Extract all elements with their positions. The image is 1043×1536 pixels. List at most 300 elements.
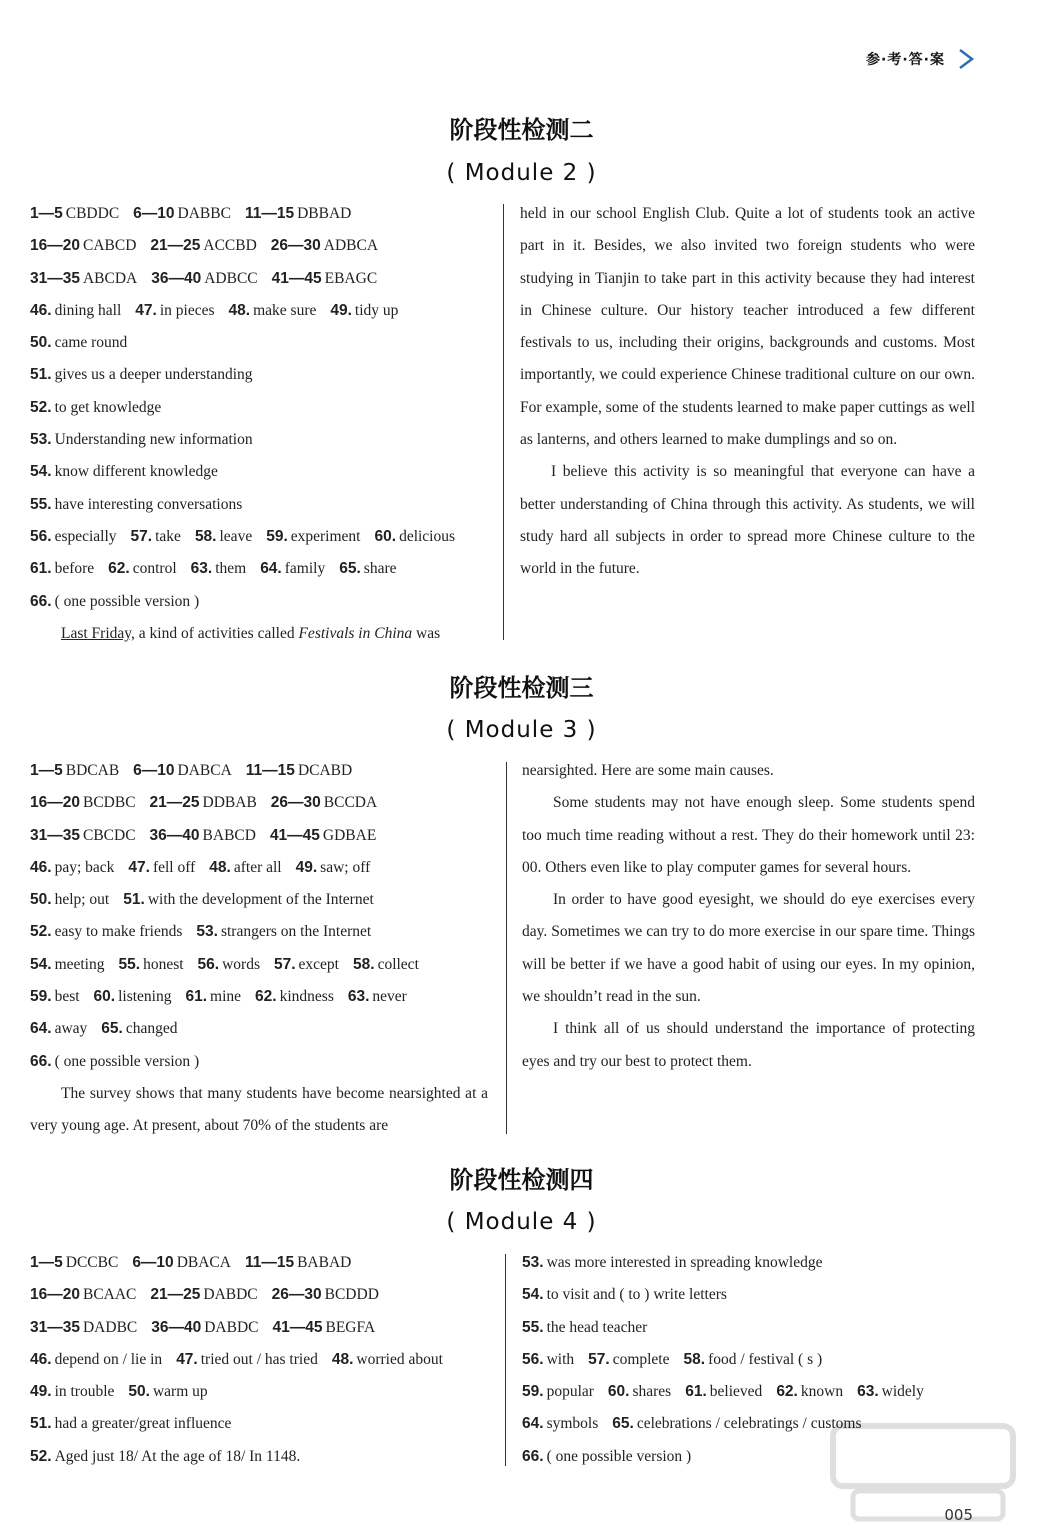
answer-item	[150, 794, 257, 811]
answer-item	[123, 891, 374, 908]
answer-item	[30, 1020, 87, 1037]
question-number: 66.	[522, 1447, 544, 1465]
answer-text: DABCA	[177, 762, 232, 779]
header-label: 参·考·答·案	[866, 52, 945, 68]
answer-item	[30, 1448, 300, 1465]
question-number: 61.	[685, 1383, 707, 1401]
answer-item	[266, 528, 360, 545]
answer-text: collect	[377, 955, 419, 973]
answer-item	[685, 1383, 762, 1400]
answer-text: especially	[54, 527, 117, 545]
answer-item	[176, 1351, 318, 1368]
answer-text: BCDDD	[324, 1286, 379, 1304]
answer-item	[245, 205, 351, 222]
question-number: 64.	[522, 1415, 544, 1433]
question-number: 53.	[522, 1254, 544, 1271]
question-number: 41—45	[272, 1318, 323, 1336]
question-number: 26—30	[270, 794, 321, 812]
answer-row	[522, 1344, 982, 1376]
answer-item	[108, 560, 176, 577]
question-number: 61.	[30, 560, 52, 578]
answer-text: in pieces	[159, 301, 215, 319]
answer-item	[94, 988, 172, 1005]
answer-item	[270, 827, 376, 844]
answer-item	[30, 560, 94, 577]
answer-item	[857, 1383, 924, 1400]
answer-text: kindness	[279, 988, 334, 1006]
question-number: 51.	[30, 1415, 52, 1433]
question-number: 16—20	[30, 794, 80, 812]
answer-item	[131, 528, 181, 545]
answer-text: leave	[219, 527, 253, 545]
answer-text: popular	[546, 1383, 594, 1401]
question-number: 52.	[30, 923, 52, 941]
question-number: 65.	[612, 1415, 634, 1433]
answer-text: family	[284, 560, 326, 578]
answer-text: CBDDC	[65, 205, 120, 222]
answer-row	[30, 981, 488, 1013]
answer-text: DBBAD	[297, 205, 352, 222]
question-number: 66.	[30, 592, 52, 610]
question-number: 53.	[196, 923, 218, 941]
answer-text: known	[800, 1383, 844, 1401]
answer-item	[588, 1351, 669, 1368]
answer-item	[30, 1351, 162, 1368]
question-number: 50.	[128, 1383, 150, 1401]
answer-item	[195, 528, 252, 545]
answer-text: celebrations / celebratings / customs	[636, 1415, 862, 1433]
answer-text: BABCD	[202, 826, 256, 844]
answer-text: ADBCC	[204, 269, 258, 287]
answer-row	[30, 1408, 496, 1440]
answer-text: BABAD	[297, 1254, 352, 1271]
answer-item	[30, 827, 136, 844]
answer-text: Aged just 18/ At the age of 18/ In 1148.	[54, 1447, 301, 1465]
answer-item	[271, 237, 378, 254]
question-number: 64.	[260, 560, 282, 578]
essay-paragraph: I think all of us should understand the importance of protecting eyes and try our best to protect them.	[522, 1020, 975, 1070]
answer-row	[30, 586, 490, 618]
section-3-answers	[30, 755, 488, 1143]
answer-item	[246, 762, 352, 779]
question-number: 56.	[522, 1350, 544, 1368]
answer-item	[133, 762, 232, 779]
essay-text: a kind of activities called	[134, 624, 299, 642]
answer-text: tidy up	[354, 301, 399, 319]
answer-row	[30, 1013, 488, 1045]
question-number: 57.	[273, 955, 296, 973]
answer-item	[30, 956, 105, 973]
question-number: 46.	[30, 1350, 52, 1368]
answer-text: delicious	[399, 527, 456, 545]
answer-item	[30, 496, 242, 513]
answer-text: ADBCA	[323, 237, 379, 255]
answer-item	[273, 1319, 376, 1336]
answer-text: them	[215, 560, 247, 578]
answer-item	[30, 593, 199, 610]
question-number: 26—30	[271, 1286, 322, 1304]
question-number: 31—35	[30, 1318, 80, 1336]
answer-text: make sure	[253, 301, 317, 319]
answer-item	[522, 1254, 822, 1271]
answer-text: had a greater/great influence	[54, 1415, 232, 1433]
answer-row	[30, 884, 488, 916]
answer-text: tried out / has tried	[200, 1350, 318, 1368]
question-number: 36—40	[151, 1318, 202, 1336]
answer-item	[133, 205, 231, 222]
question-number: 21—25	[150, 1286, 201, 1304]
answer-text: ( one possible version )	[546, 1447, 692, 1465]
answer-row	[30, 949, 488, 981]
answer-item	[30, 334, 127, 351]
answer-text: Understanding new information	[54, 431, 253, 449]
essay-paragraph: held in our school English Club. Quite a lot of students took an active part in it. Besides, we also invited two foreign students who were studying in Tianjin to take part in this activity because they had interest in Chinese culture. Our history teacher introduced a few different festivals to us, including their origins, backgrounds and customs. Most importantly, we could experience Chinese traditional culture on our own. For example, some of the students learned to make paper cuttings as well as lanterns, and others learned to make dumplings and so on.	[520, 205, 975, 449]
section-module-4: ( Module 4 )	[446, 1209, 597, 1235]
answer-text: listening	[118, 988, 172, 1006]
answer-item	[522, 1415, 598, 1432]
answer-row	[30, 424, 490, 456]
answer-row	[30, 263, 490, 295]
section-title-4: 阶段性检测四	[449, 1166, 594, 1194]
answer-item	[150, 237, 256, 254]
answer-item	[30, 762, 119, 779]
answer-text: control	[132, 560, 177, 578]
question-number: 62.	[776, 1383, 798, 1401]
answer-item	[522, 1319, 647, 1336]
answer-row	[30, 1376, 496, 1408]
question-number: 47.	[135, 301, 157, 319]
essay-paragraph: nearsighted. Here are some main causes.	[522, 762, 774, 779]
question-number: 55.	[522, 1318, 544, 1336]
answer-text: DABBC	[177, 205, 231, 222]
question-number: 66.	[30, 1052, 52, 1070]
answer-row	[30, 1344, 496, 1376]
column-divider	[505, 1254, 506, 1466]
question-number: 49.	[30, 1383, 52, 1401]
question-number: 16—20	[30, 1286, 80, 1304]
answer-text: DCABD	[297, 762, 353, 779]
question-number: 51.	[123, 891, 145, 909]
answer-row	[30, 295, 490, 327]
question-number: 54.	[522, 1286, 544, 1304]
question-number: 52.	[30, 398, 52, 416]
answer-item	[274, 956, 339, 973]
question-number: 47.	[176, 1350, 198, 1368]
answer-text: the head teacher	[546, 1318, 648, 1336]
answer-item	[522, 1351, 574, 1368]
answer-item	[132, 1254, 231, 1271]
question-number: 6—10	[133, 762, 175, 779]
question-number: 60.	[374, 527, 397, 545]
question-number: 62.	[255, 988, 277, 1006]
answer-text: ABCDA	[82, 269, 138, 287]
answer-text: except	[298, 955, 339, 973]
answer-row	[522, 1279, 982, 1311]
question-number: 65.	[101, 1020, 123, 1038]
question-number: 49.	[295, 858, 318, 876]
question-number: 50.	[30, 334, 52, 352]
question-number: 63.	[347, 988, 370, 1006]
answer-item	[196, 923, 371, 940]
answer-text: help; out	[54, 891, 110, 909]
answer-text: pay; back	[54, 858, 115, 876]
answer-item	[30, 270, 137, 287]
answer-text: share	[363, 560, 397, 578]
answer-item	[128, 859, 195, 876]
question-number: 58.	[683, 1350, 706, 1368]
section-module-3: ( Module 3 )	[446, 717, 597, 743]
question-number: 61.	[185, 988, 208, 1006]
answer-text: warm up	[152, 1383, 208, 1401]
answer-item	[30, 988, 80, 1005]
answer-item	[30, 1319, 137, 1336]
question-number: 55.	[30, 495, 52, 513]
answer-text: symbols	[546, 1415, 599, 1433]
answer-item	[198, 956, 260, 973]
question-number: 46.	[30, 301, 52, 319]
answer-text: worried about	[356, 1350, 443, 1368]
watermark-logo	[823, 1416, 1023, 1526]
answer-item	[522, 1286, 727, 1303]
answer-text: never	[372, 988, 407, 1006]
question-number: 52.	[30, 1447, 52, 1465]
answer-row	[30, 1312, 496, 1344]
answer-text: DBACA	[176, 1254, 231, 1271]
answer-item	[150, 1286, 257, 1303]
question-number: 26—30	[270, 237, 321, 255]
answer-item	[522, 1448, 691, 1465]
answer-text: DDBAB	[202, 794, 257, 812]
answer-item	[684, 1351, 823, 1368]
answer-item	[151, 270, 257, 287]
essay-italic: Festivals in China	[298, 624, 413, 642]
answer-text: in trouble	[54, 1383, 115, 1401]
answer-item	[30, 205, 119, 222]
answer-text: shares	[632, 1383, 672, 1401]
answer-row	[30, 489, 490, 521]
answer-item	[271, 794, 377, 811]
question-number: 46.	[30, 858, 52, 876]
answer-row	[30, 198, 490, 230]
answer-item	[776, 1383, 843, 1400]
answer-item	[191, 560, 247, 577]
answer-text: CABCD	[82, 237, 137, 255]
column-divider	[506, 762, 507, 1134]
question-number: 58.	[353, 955, 375, 973]
answer-text: strangers on the Internet	[220, 923, 372, 941]
answer-item	[30, 891, 109, 908]
question-number: 47.	[128, 858, 150, 876]
question-number: 60.	[93, 988, 116, 1006]
answer-row	[30, 1279, 496, 1311]
answer-item	[135, 302, 214, 319]
answer-row	[30, 392, 490, 424]
answer-text: saw; off	[320, 858, 371, 876]
answer-text: take	[155, 527, 181, 545]
answer-row	[522, 1376, 982, 1408]
answer-text: food / festival ( s )	[708, 1350, 823, 1368]
answer-row	[30, 916, 488, 948]
answer-item	[30, 859, 114, 876]
answer-item	[30, 431, 253, 448]
question-number: 1—5	[30, 762, 63, 779]
answer-row	[30, 230, 490, 262]
answer-text: meeting	[54, 955, 105, 973]
answer-text: after all	[233, 858, 282, 876]
answer-item	[229, 302, 317, 319]
answer-item	[608, 1383, 671, 1400]
section-4-answers-left	[30, 1247, 496, 1473]
question-number: 41—45	[271, 269, 322, 287]
essay-paragraph: The survey shows that many students have become nearsighted at a very young age. At present, about 70% of the students are	[30, 1084, 488, 1135]
answer-text: ACCBD	[203, 237, 257, 255]
answer-item	[272, 1286, 379, 1303]
answer-text: gives us a deeper understanding	[54, 366, 253, 384]
answer-row	[30, 852, 488, 884]
answer-text: BCCDA	[323, 794, 378, 812]
answer-row	[30, 787, 488, 819]
answer-text: best	[54, 988, 80, 1006]
essay-opening	[30, 618, 490, 650]
question-number: 11—15	[244, 205, 295, 222]
question-number: 62.	[108, 560, 130, 578]
chevron-right-icon	[955, 48, 977, 70]
section-3-essay	[522, 755, 975, 1078]
column-divider	[503, 204, 504, 640]
page-number: 005	[944, 1506, 973, 1524]
question-number: 50.	[30, 891, 52, 909]
answer-item	[30, 1383, 114, 1400]
section-title-3: 阶段性检测三	[449, 674, 594, 702]
answer-text: know different knowledge	[54, 463, 218, 481]
answer-item	[101, 1020, 177, 1037]
answer-text: EBAGC	[324, 269, 378, 287]
question-number: 55.	[118, 955, 141, 973]
answer-item	[30, 794, 136, 811]
question-number: 6—10	[133, 205, 175, 222]
question-number: 60.	[607, 1383, 630, 1401]
section-module-2: ( Module 2 )	[446, 160, 597, 186]
answer-row	[30, 820, 488, 852]
answer-text: CBCDC	[82, 826, 136, 844]
answer-row	[30, 1046, 488, 1078]
essay-underlined: Last Friday,	[61, 624, 135, 642]
answer-text: widely	[881, 1383, 924, 1401]
question-number: 56.	[197, 955, 220, 973]
question-number: 59.	[266, 527, 288, 545]
answer-item	[30, 1053, 199, 1070]
question-number: 1—5	[30, 1254, 63, 1271]
answer-item	[30, 302, 121, 319]
answer-item	[30, 528, 117, 545]
answer-text: BCDBC	[82, 794, 136, 812]
question-number: 36—40	[149, 826, 200, 844]
essay-paragraph: In order to have good eyesight, we should do eye exercises every day. Sometimes we can try to do more exercise in our spare time. Things will be better if we have a good habit of using our eyes. In my opinion, we shouldn’t read in the sun.	[522, 891, 975, 1006]
question-number: 31—35	[30, 269, 80, 287]
answer-text: believed	[709, 1383, 763, 1401]
question-number: 31—35	[30, 826, 80, 844]
answer-row	[30, 755, 488, 787]
question-number: 63.	[857, 1383, 879, 1401]
answer-item	[272, 270, 378, 287]
question-number: 65.	[339, 560, 361, 578]
essay-paragraph: I believe this activity is so meaningful that everyone can have a better understanding of China through this activity. As students, we will study hard all subjects in order to spread more Chinese culture to the world in the future.	[520, 463, 975, 578]
answer-row	[30, 553, 490, 585]
question-number: 54.	[30, 463, 52, 481]
answer-text: experiment	[290, 527, 361, 545]
answer-text: honest	[143, 955, 184, 973]
question-number: 21—25	[149, 794, 200, 812]
answer-text: to visit and ( to ) write letters	[546, 1286, 727, 1304]
answer-row	[30, 327, 490, 359]
answer-item	[30, 463, 218, 480]
essay-paragraph: Some students may not have enough sleep. Some students spend too much time reading without a rest. They do their homework until 23: 00. Others even like to play computer games for several hours.	[522, 794, 975, 876]
answer-item	[522, 1383, 594, 1400]
answer-item	[30, 923, 182, 940]
answer-text: came round	[54, 334, 128, 352]
answer-text: depend on / lie in	[54, 1350, 163, 1368]
question-number: 54.	[30, 955, 52, 973]
answer-item	[30, 399, 161, 416]
question-number: 11—15	[245, 762, 295, 779]
answer-row	[30, 359, 490, 391]
section-title-2: 阶段性检测二	[449, 116, 594, 144]
answer-item	[332, 1351, 443, 1368]
question-number: 48.	[209, 858, 231, 876]
answer-row	[522, 1312, 982, 1344]
answer-text: BCAAC	[82, 1286, 137, 1304]
answer-text: before	[54, 560, 95, 578]
section-2-essay	[520, 198, 975, 586]
question-number: 16—20	[30, 237, 80, 255]
answer-row	[30, 1247, 496, 1279]
answer-item	[30, 1286, 136, 1303]
question-number: 41—45	[269, 826, 320, 844]
answer-text: GDBAE	[322, 826, 377, 844]
answer-text: with the development of the Internet	[147, 891, 374, 909]
answer-item	[128, 1383, 207, 1400]
answer-item	[151, 1319, 258, 1336]
question-number: 63.	[190, 560, 213, 578]
question-number: 48.	[228, 301, 251, 319]
question-number: 59.	[30, 988, 52, 1006]
question-number: 57.	[130, 527, 153, 545]
essay-text: was	[412, 624, 441, 642]
section-2-answers	[30, 198, 490, 650]
answer-text: DCCBC	[65, 1254, 119, 1271]
answer-row	[522, 1247, 982, 1279]
answer-text: complete	[612, 1350, 670, 1368]
answer-text: ( one possible version )	[54, 592, 200, 610]
answer-item	[30, 237, 136, 254]
answer-text: mine	[210, 988, 242, 1006]
answer-text: to get knowledge	[54, 398, 162, 416]
answer-text: easy to make friends	[54, 923, 183, 941]
question-number: 58.	[194, 527, 217, 545]
answer-text: BDCAB	[65, 762, 120, 779]
answer-text: BEGFA	[325, 1318, 376, 1336]
answer-item	[30, 366, 253, 383]
question-number: 53.	[30, 431, 52, 449]
answer-text: DABDC	[203, 1286, 258, 1304]
answer-row	[30, 456, 490, 488]
answer-item	[245, 1254, 351, 1271]
question-number: 1—5	[30, 205, 63, 222]
answer-item	[375, 528, 456, 545]
question-number: 21—25	[150, 237, 201, 255]
question-number: 51.	[30, 366, 52, 384]
question-number: 64.	[30, 1020, 52, 1038]
